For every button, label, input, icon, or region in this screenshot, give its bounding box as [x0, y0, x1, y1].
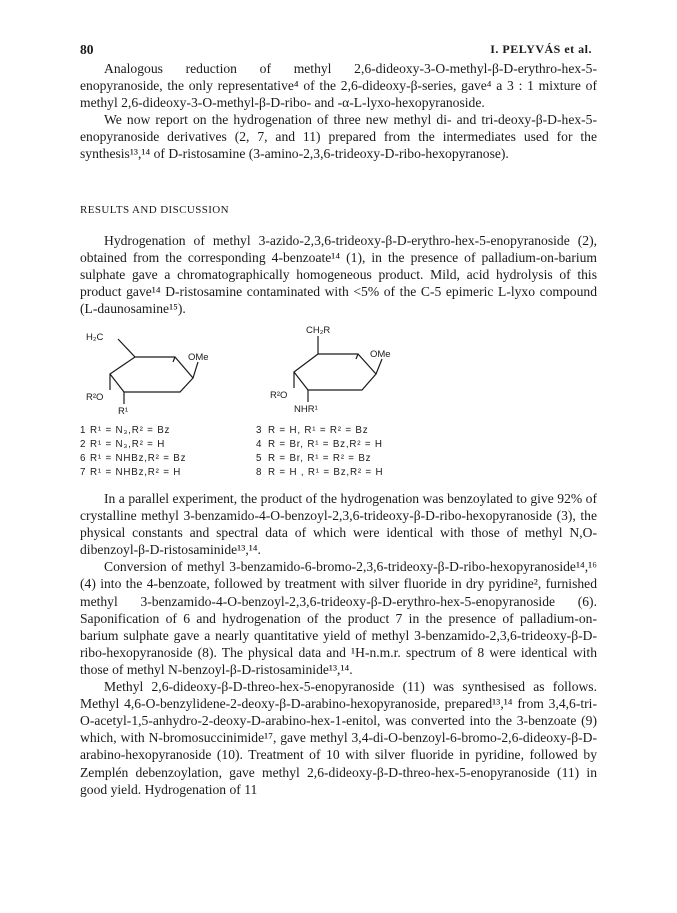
running-header-author: I. PELYVÁS et al. — [490, 42, 592, 56]
compound-list-right — [256, 425, 383, 478]
compound-list-left — [80, 425, 186, 478]
structure-left — [86, 332, 209, 417]
compound-definition: R = Br, R¹ = R² = Bz — [268, 453, 372, 464]
compound-number: 7 — [80, 467, 86, 478]
compound-definition: R = H, R¹ = R² = Bz — [268, 425, 369, 436]
section-heading: RESULTS AND DISCUSSION — [80, 204, 229, 216]
compound-definition: R¹ = N₃,R² = Bz — [90, 425, 171, 436]
right-c6-group: CH₂R — [306, 325, 331, 336]
paragraph-1: Analogous reduction of methyl 2,6-dideoxy-3-O-methyl-β-D-erythro-hex-5-enopyranoside, the only representative⁴ of the 2,6-dideoxy-β-series, gave⁴ a 3 : 1 mixture of methyl 2,6-dideoxy-3-O-methyl-β-D-ribo- and -α-L-lyxo-hexopyranoside. — [80, 61, 597, 111]
compound-number: 5 — [256, 453, 262, 464]
compound-number: 3 — [256, 425, 262, 436]
results-text-1 — [80, 232, 597, 317]
compound-definition: R¹ = NHBz,R² = Bz — [90, 453, 187, 464]
paragraph-2: We now report on the hydrogenation of three new methyl di- and tri-deoxy-β-D-hex-5-enopyranoside derivatives (2, 7, and 11) prepared from the intermediates used for the synthesis¹³,¹⁴ of D-ristosamine (3-amino-2,3,6-trideoxy-D-ribo-hexopyranose). — [80, 112, 597, 162]
intro-text — [80, 60, 597, 163]
compound-number: 1 — [80, 425, 86, 436]
paragraph-4: In a parallel experiment, the product of the hydrogenation was benzoylated to give 92% of crystalline methyl 3-benzamido-4-O-benzoyl-2,3,6-trideoxy-β-D-ribo-hexopyranoside (3), the physical constants and spectral data of which were identical with those of methyl N,O-dibenzoyl-β-D-ristosaminide¹³,¹⁴. — [80, 491, 597, 558]
structure-figure — [80, 322, 600, 478]
right-ome: OMe — [370, 349, 391, 360]
results-text-2 — [80, 490, 597, 798]
compound-definition: R = Br, R¹ = Bz,R² = H — [268, 439, 383, 450]
paragraph-3: Hydrogenation of methyl 3-azido-2,3,6-trideoxy-β-D-erythro-hex-5-enopyranoside (2), obtained from the corresponding 4-benzoate¹⁴ (1), in the presence of palladium-on-barium sulphate gave a chromatographically homogeneous product. Mild, acid hydrolysis of this product gave¹⁴ D-ristosamine contaminated with <5% of the C-5 epimeric L-lyxo compound (L-daunosamine¹⁵). — [80, 233, 597, 317]
left-c6-group: H₂C — [86, 332, 104, 343]
page-number: 80 — [80, 42, 94, 57]
compound-definition: R¹ = N₃,R² = H — [90, 439, 166, 450]
right-nhr1: NHR¹ — [294, 404, 318, 415]
structure-right — [270, 325, 391, 415]
left-r1: R¹ — [118, 406, 129, 417]
compound-number: 2 — [80, 439, 86, 450]
compound-number: 4 — [256, 439, 262, 450]
compound-number: 8 — [256, 467, 262, 478]
left-r2o: R²O — [86, 392, 104, 403]
paragraph-5: Conversion of methyl 3-benzamido-6-bromo-2,3,6-trideoxy-β-D-ribo-hexopyranoside¹⁴,¹⁶ (4) into the 4-benzoate, followed by treatment with silver fluoride in dry pyridine², furnished methyl 3-benzamido-4-O-benzoyl-2,3,6-trideoxy-β-D-erythro-hex-5-enopyranoside (6). Saponification of 6 and hydrogenation of the product 7 in the presence of palladium-on-barium sulphate gave a nearly quantitative yield of methyl 3-benzamido-2,3,6-trideoxy-β-D-ribo-hexopyranoside (8). The physical data and ¹H-n.m.r. spectrum of 8 were identical with those of methyl N-benzoyl-β-D-ristosaminide¹³,¹⁴. — [80, 559, 597, 677]
compound-number: 6 — [80, 453, 86, 464]
compound-definition: R = H , R¹ = Bz,R² = H — [268, 467, 384, 478]
paragraph-6: Methyl 2,6-dideoxy-β-D-threo-hex-5-enopyranoside (11) was synthesised as follows. Methyl 4,6-O-benzylidene-2-deoxy-β-D-arabino-hexopyranoside, prepared¹³,¹⁴ from 3,4,6-tri-O-acetyl-1,5-anhydro-2-deoxy-D-arabino-hex-1-enitol, was converted into the 3-benzoate (9) which, with N-bromosuccinimide¹⁷, gave methyl 3,4-di-O-benzoyl-6-bromo-2,6-dideoxy-β-D-arabino-hexopyranoside (10). Treatment of 10 with silver fluoride in pyridine, followed by Zemplén debenzoylation, gave methyl 2,6-dideoxy-β-D-threo-hex-5-enopyranoside (11) in good yield. Hydrogenation of 11 — [80, 679, 597, 797]
right-r2o: R²O — [270, 390, 288, 401]
left-ome: OMe — [188, 352, 209, 363]
compound-definition: R¹ = NHBz,R² = H — [90, 467, 182, 478]
